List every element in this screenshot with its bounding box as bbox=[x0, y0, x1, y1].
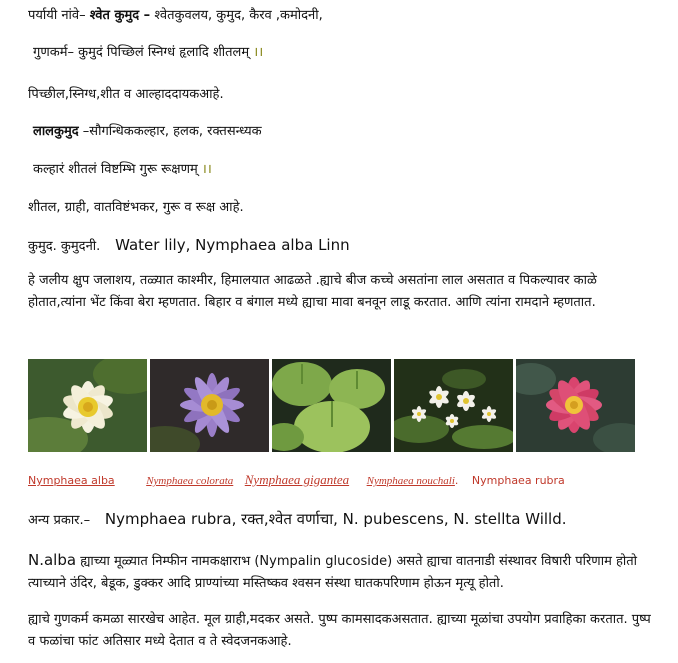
caption-nymphaea-rubra: Nymphaea rubra bbox=[471, 474, 565, 487]
other-types-label: अन्य प्रकार.– bbox=[28, 513, 91, 528]
kalhar-verse-mark: ।। bbox=[201, 162, 212, 177]
lalkumud-name: लालकुमुद bbox=[33, 124, 79, 139]
gunakarma-verse-line bbox=[33, 45, 263, 61]
gunakarma-verse: कुमुदं पिच्छिलं स्निग्धं हृलादि शीतलम् bbox=[78, 45, 250, 60]
synonyms-name: श्वेत कुमुद – bbox=[89, 8, 151, 23]
lily-pads-photo bbox=[272, 359, 391, 452]
purple-water-lily-photo bbox=[150, 359, 269, 452]
chemistry-lead: N.alba bbox=[28, 551, 77, 569]
pink-water-lily-photo bbox=[516, 359, 635, 452]
white-water-lily-photo bbox=[28, 359, 147, 452]
lalkumud-line bbox=[33, 124, 262, 140]
chemistry-text: ह्याच्या मूळ्यात निम्फीन नामकक्षाराभ (Nympalin glucoside) असते ह्याचा वातनाडी संस्थावर विषारी परिणाम होतो त्याच्याने उंदिर, बेडूक, डुक्कर आदि प्राण्यांच्या मस्तिष्कव श्वसन संस्था घातकपरिणाम होऊन मृत्यू होतो. bbox=[28, 554, 638, 591]
caption-nymphaea-gigantea: Nymphaea gigantea bbox=[244, 472, 350, 487]
photo-strip bbox=[28, 359, 638, 452]
caption-nymphaea-alba: Nymphaea alba bbox=[28, 474, 115, 487]
properties-paragraph: ह्याचे गुणकर्म कमळा सारखेच आहेत. मूल ग्राही,मदकर असते. पुष्प कामसादकअसतात. ह्याच्या मूळांचा उपयोग प्रवाहिका करतात. पुष्प व फळांचा फांट अतिसार मध्ये देतात व ते स्वेदजनकआहे. bbox=[28, 612, 651, 649]
other-types-text: Nymphaea rubra, रक्त,श्वेत वर्णाचा, N. pubescens, N. stellta Willd. bbox=[104, 510, 567, 528]
synonyms-line bbox=[28, 8, 323, 24]
synonyms-label: पर्यायी नांवे– bbox=[28, 8, 86, 23]
caption-nymphaea-nouchali: Nymphaea nouchali bbox=[366, 475, 455, 487]
common-name-marathi: कुमुद. कुमुदनी. bbox=[28, 239, 101, 254]
white-lilies-in-pond-photo bbox=[394, 359, 513, 452]
photo-captions bbox=[28, 473, 565, 488]
kalhar-verse-line bbox=[33, 162, 212, 178]
gunakarma-meaning: पिच्छील,स्निग्ध,शीत व आल्हाददायकआहे. bbox=[28, 87, 224, 102]
synonyms-text: श्वेतकुवलय, कुमुद, कैरव ,कमोदनी, bbox=[154, 8, 323, 23]
common-name-english: Water lily, Nymphaea alba Linn bbox=[115, 236, 350, 254]
lalkumud-synonyms: –सौगन्धिककल्हार, हलक, रक्तसन्ध्यक bbox=[82, 124, 262, 139]
common-name-line bbox=[28, 237, 350, 255]
caption-period: . bbox=[454, 474, 459, 487]
description-paragraph: हे जलीय क्षुप जलाशय, तळ्यात काश्मीर, हिमालयात आढळते .ह्याचे बीज कच्चे असतांना लाल असतात व पिकल्यावर काळे होतात,त्यांना भेंट किंवा बेरा म्हणतात. बिहार व बंगाल मध्ये ह्याचा मावा बनवून लाडू करतात. आणि त्यांना रामदाने म्हणतात. bbox=[28, 273, 597, 310]
kalhar-meaning: शीतल, ग्राही, वातविष्टंभकर, गुरू व रूक्ष आहे. bbox=[28, 200, 244, 215]
caption-nymphaea-colorata: Nymphaea colorata bbox=[146, 475, 234, 487]
other-types-line bbox=[28, 511, 567, 529]
gunakarma-verse-mark: ।। bbox=[253, 45, 264, 60]
gunakarma-label: गुणकर्म– bbox=[33, 45, 74, 60]
chemistry-paragraph bbox=[28, 549, 658, 595]
kalhar-verse: कल्हारं शीतलं विष्टम्भि गुरू रूक्षणम् bbox=[33, 162, 198, 177]
